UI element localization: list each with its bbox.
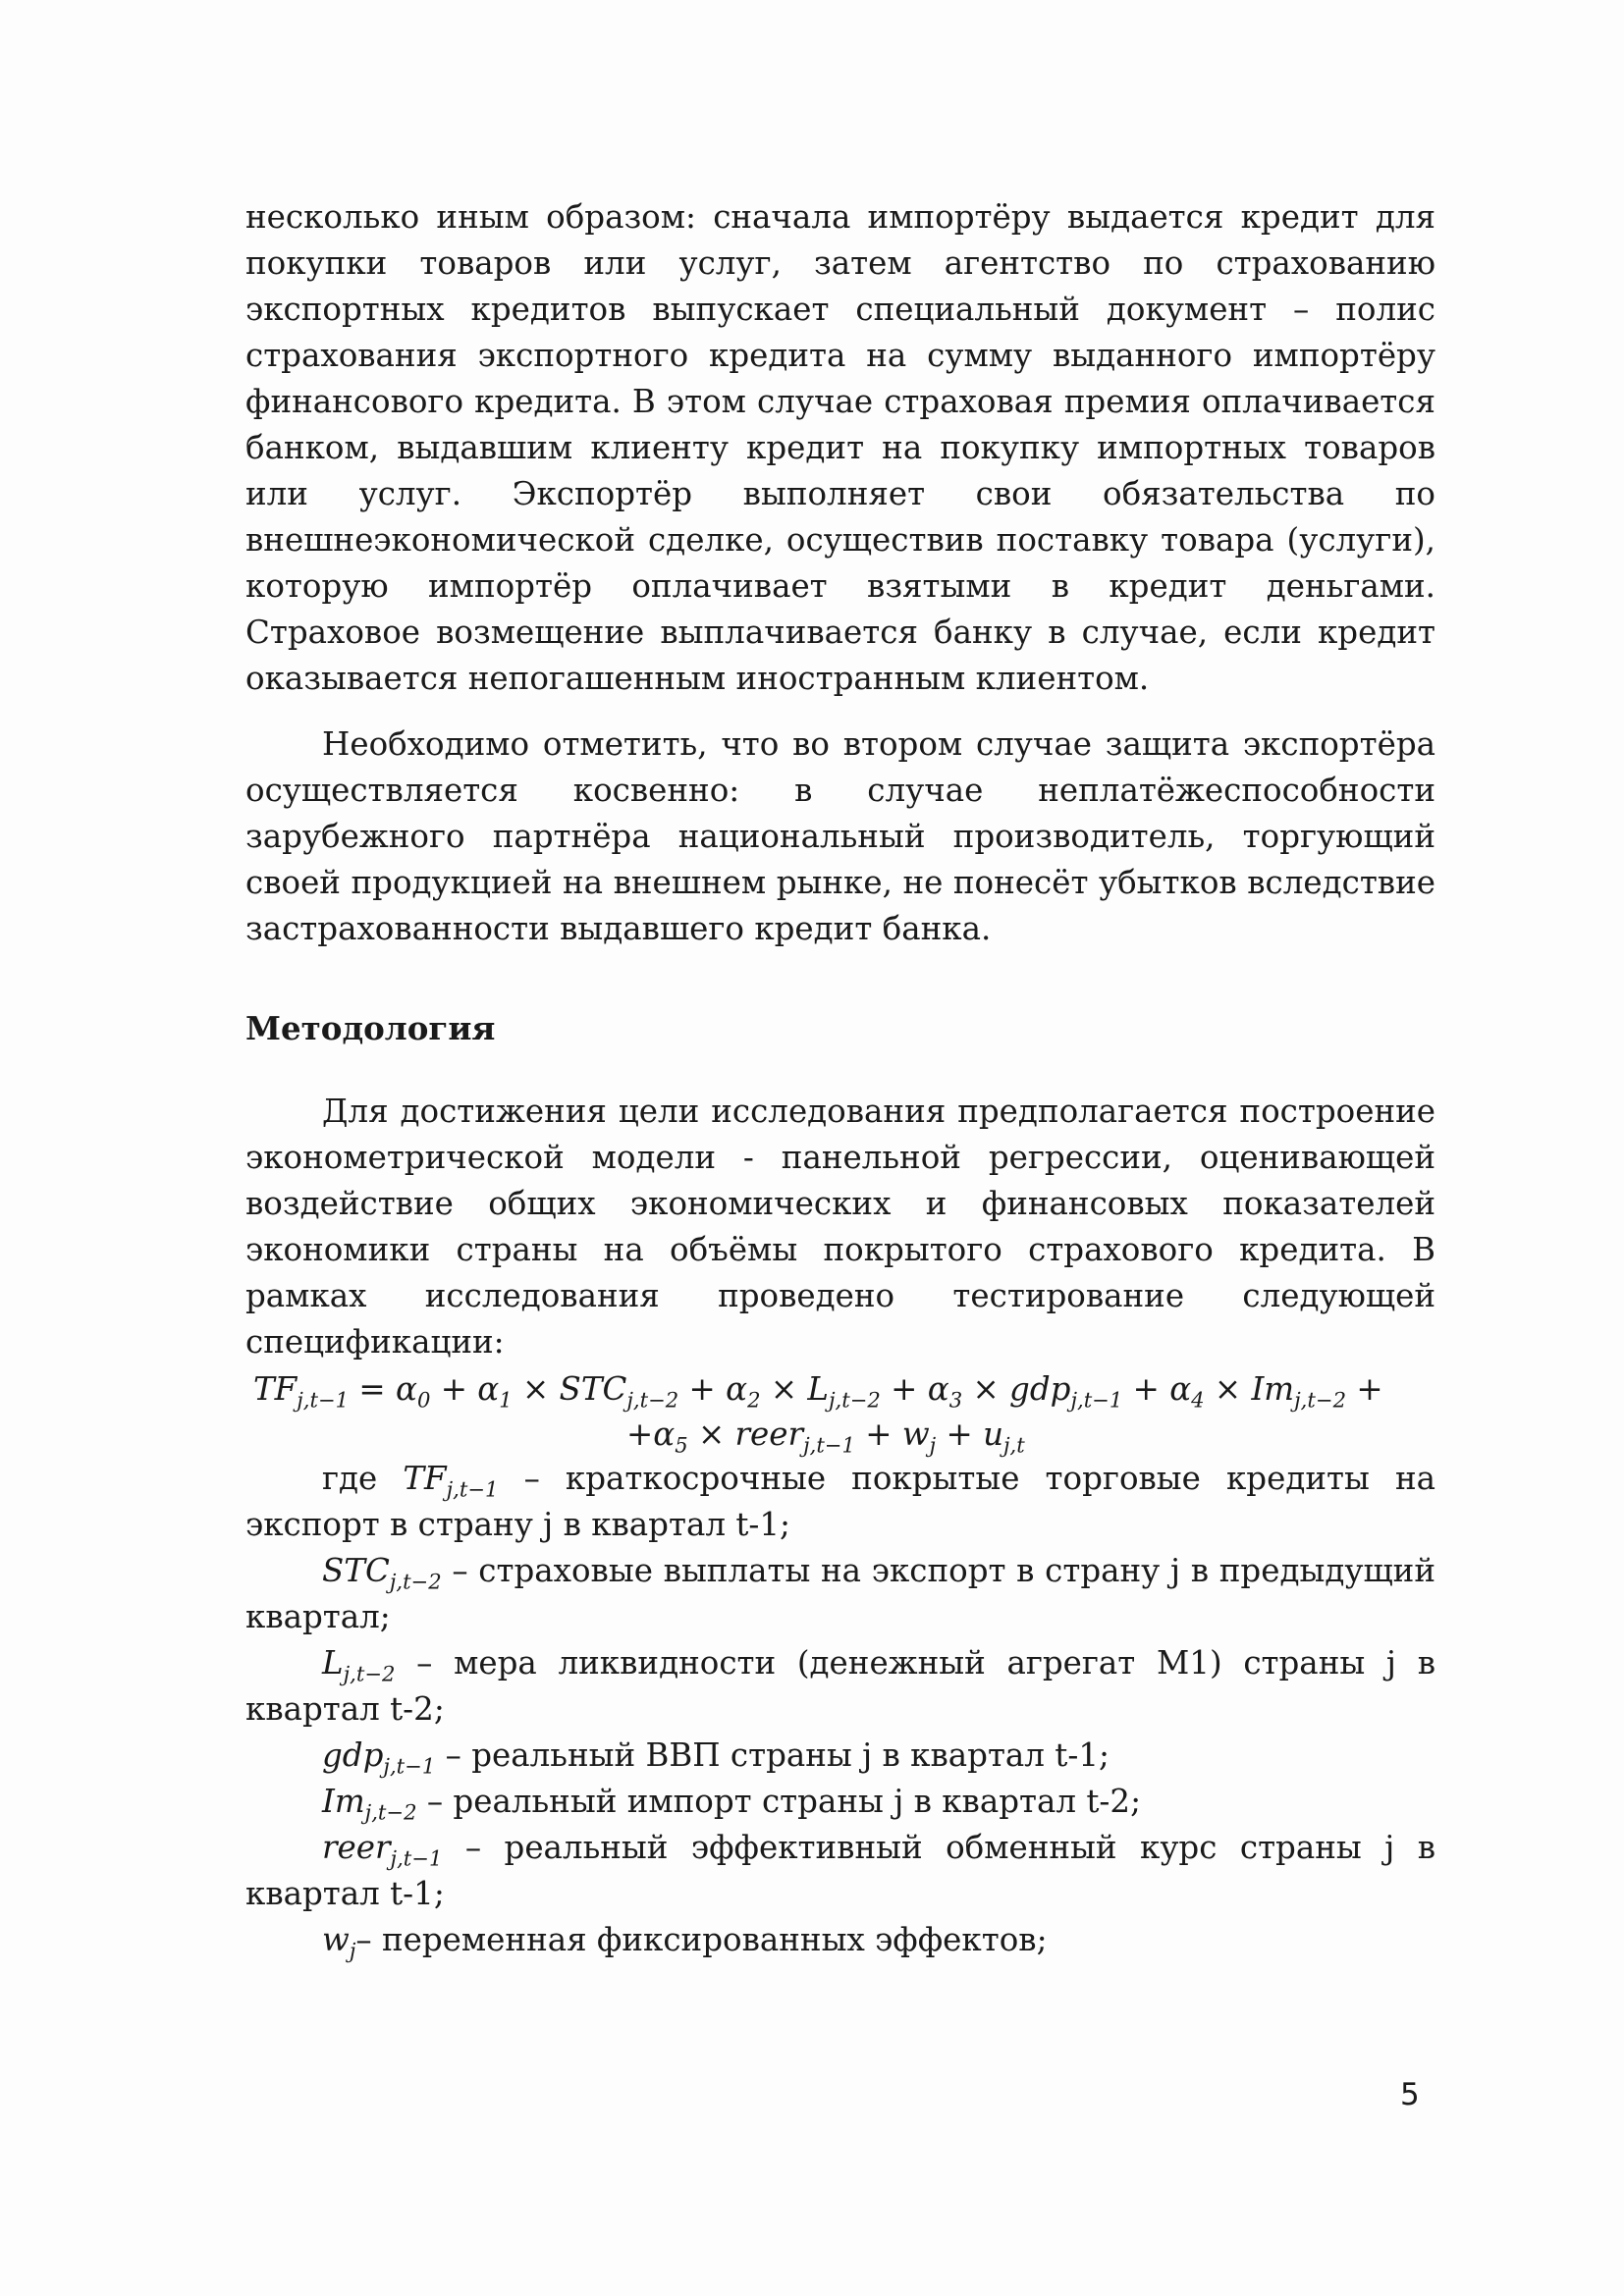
definition-text: – реальный импорт страны j в квартал t-2; [416,1783,1142,1820]
definition-symbol: Im [322,1783,365,1820]
variable-definition [245,1917,1435,1963]
regression-formula-line-2: $+\alpha_5$ × reer$_{j,t-1}$ + $w_j + u_{j,t}$ [626,1415,1025,1458]
definition-text: – страховые выплаты на экспорт в страну j в предыдущий квартал; [245,1552,1435,1635]
formula-term-tf: $TF_{j,t-1}$ [253,1370,350,1413]
definition-text: – реальный эффективный обменный курс страны j в квартал t-1; [245,1829,1435,1912]
definition-symbol: reer [322,1829,391,1866]
definition-text: – переменная фиксированных эффектов; [355,1921,1048,1958]
page-content [245,194,1435,1963]
variable-definition [245,1779,1435,1825]
variable-definitions [245,1456,1435,1963]
definition-symbol: STC [322,1552,390,1589]
definition-text: – реальный ВВП страны j в квартал t-1; [435,1736,1110,1774]
section-heading-methodology: Методология [245,1009,496,1047]
paragraph-continuation: несколько иным образом: сначала импортёру выдается кредит для покупки товаров или услуг, затем агентство по страхованию экспортных кредитов выпускает специальный документ – полис страхования экспортного кредита на сумму выданного импортёру финансового кредита. В этом случае страховая премия оплачивается банком, выдавшим клиенту кредит на покупку импортных товаров или услуг. Экспортёр выполняет свои обязательства по внешнеэкономической сделке, осуществив поставку товара (услуги), которую импортёр оплачивает взятыми в кредит деньгами. Страховое возмещение выплачивается банку в случае, если кредит оказывается непогашенным иностранным клиентом. [245,198,1435,697]
variable-definition [245,1733,1435,1779]
definition-subscript: j,t−2 [364,1799,417,1825]
variable-definition [245,1548,1435,1640]
regression-formula-line-1: $TF_{j,t-1} = \alpha_0 + \alpha_1 \times STC_{j,t-2} + \alpha_2 \times L_{j,t-2} + \alpha_3 \times gdp_{j,t-1} + \alpha_4 \times Im_{j,t-2}$ + [253,1370,1383,1413]
definition-subscript: j,t−2 [343,1661,396,1686]
paragraph-indirect-protection: Необходимо отметить, что во втором случае защита экспортёра осуществляется косвенно: в случае неплатёжеспособности зарубежного партнёра национальный производитель, торгующий своей продукцией на внешнем рынке, не понесёт убытков вследствие застрахованности выдавшего кредит банка. [245,725,1435,947]
paragraph-methodology: Для достижения цели исследования предполагается построение эконометрической модели - панельной регрессии, оценивающей воздействие общих экономических и финансовых показателей экономики страны на объёмы покрытого страхового кредита. В рамках исследования проведено тестирование следующей спецификации: [245,1093,1435,1361]
definition-subscript: j,t−1 [446,1476,499,1502]
definition-text: – краткосрочные покрытые торговые кредиты на экспорт в страну j в квартал t-1; [245,1460,1435,1543]
definition-text: – мера ликвидности (денежный агрегат M1) страны j в квартал t-2; [245,1644,1435,1728]
page-number: 5 [1400,2077,1420,2112]
definition-symbol: TF [403,1460,447,1497]
definition-subscript: j,t−1 [383,1753,436,1779]
definition-symbol: L [322,1644,344,1682]
definition-symbol: gdp [322,1736,384,1774]
definition-prefix: где [322,1460,404,1497]
variable-definition [245,1825,1435,1917]
definition-subscript: j [349,1938,356,1963]
variable-definition [245,1640,1435,1733]
variable-definition [245,1456,1435,1548]
definition-subscript: j,t−1 [390,1845,443,1871]
definition-subscript: j,t−2 [389,1569,442,1594]
definition-symbol: w [322,1921,350,1958]
